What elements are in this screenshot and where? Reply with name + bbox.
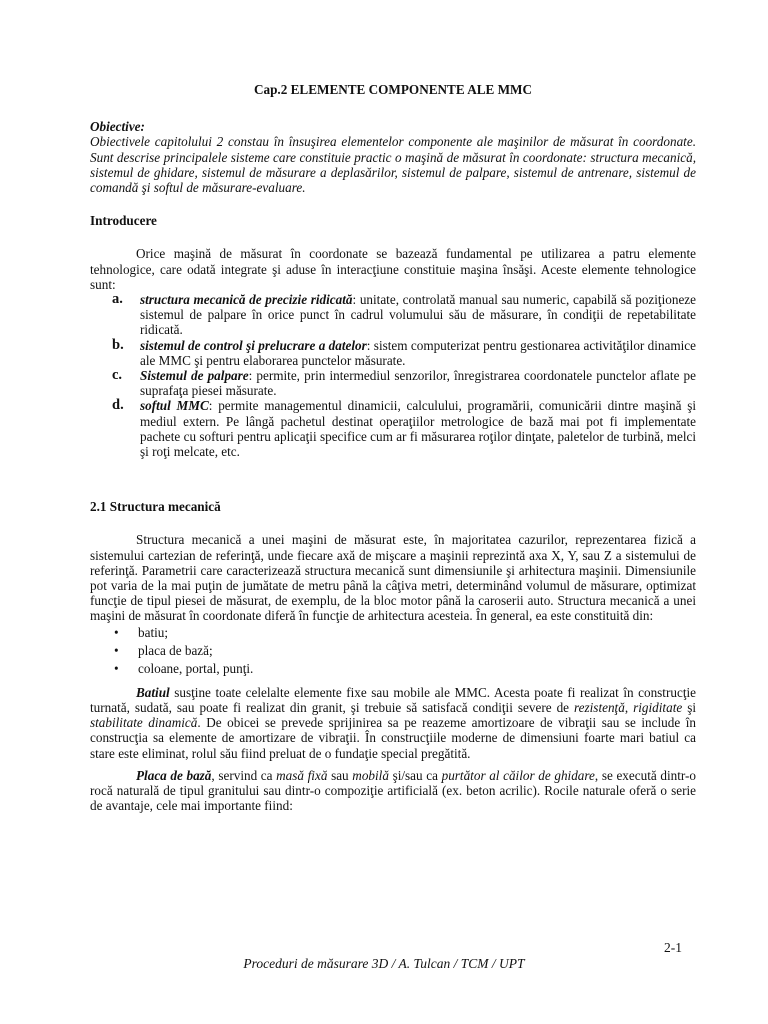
list-item: [90, 338, 696, 368]
placa-paragraph: Placa de bază, servind ca masă fixă sau mobilă şi/sau ca purtător al căilor de ghidare, se execută dintr-o rocă naturală de tipul granitului sau dintr-o compoziţie artificială (ex. beton acrilic). Rocile naturale oferă o serie de avantaje, cele mai importante fiind:: [90, 767, 696, 814]
bullet-icon: •: [114, 660, 119, 676]
list-term: softul MMC: [140, 398, 209, 414]
list-term: sistemul de control şi prelucrare a datelor: [140, 337, 367, 353]
page-footer: Proceduri de măsurare 3D / A. Tulcan / TCM / UPT: [243, 956, 525, 971]
list-item: [90, 398, 696, 459]
list-text: : permite, prin intermediul senzorilor, înregistrarea coordonatele punctelor aflate pe suprafaţa piesei măsurate.: [140, 368, 696, 399]
bullet-item: • batiu;: [114, 624, 169, 640]
list-marker: d.: [112, 397, 124, 414]
list-item: [90, 292, 696, 338]
intro-heading: Introducere: [90, 213, 157, 229]
list-term: Sistemul de palpare: [140, 368, 249, 384]
document-page: [90, 82, 696, 813]
bullet-item: • placa de bază;: [114, 642, 213, 658]
list-term: structura mecanică de precizie ridicată: [140, 292, 353, 308]
list-marker: a.: [112, 291, 123, 308]
list-item: [90, 368, 696, 398]
list-text: : permite managementul dinamicii, calculului, programării, comunicării dintre maşină şi mediul extern. Pe lângă pachetul destinat operaţiilor metrologice de bază mai pot fi implementate pachete cu softuri pentru aplicaţii specifice cum ar fi măsurarea roţilor dinţate, paletelor de turbină, melci şi roţi melcate, etc.: [140, 398, 696, 460]
bullet-icon: •: [114, 642, 119, 658]
list-text: : sistem computerizat pentru gestionarea activităţilor dinamice ale MMC şi pentru elaborarea punctelor măsurate.: [140, 337, 697, 368]
section-2-1-paragraph: Structura mecanică a unei maşini de măsurat este, în majoritatea cazurilor, reprezentarea fizică a sistemului cartezian de referinţă, unde fiecare axă de mişcare a maşinii reprezintă axa X, Y, sau Z a sistemului de referinţă. Parametrii care caracterizează structura mecanică sunt dimensiunile şi arhitectura maşinii. Dimensiunile pot varia de la mai puţin de jumătate de metru până la câţiva metri, determinând volumul de măsurare, optimizat funcţie de tipul piesei de măsurat, de exemplu, de la bloc motor până la caroserii auto. Structura mecanică a unei maşini de măsurat în coordonate diferă în funcţie de arhitectura acesteia. În general, ea este constituită din:: [90, 532, 696, 624]
list-text: : unitate, controlată manual sau numeric, capabilă să poziţioneze sistemul de palpare în orice punct în cadrul volumului său de măsurare, în condiţii de repetabilitate ridicată.: [140, 292, 697, 338]
list-marker: b.: [112, 336, 124, 353]
structure-bullet-list: [90, 624, 696, 678]
list-marker: c.: [112, 367, 123, 384]
objectives-heading: Obiective:: [90, 119, 145, 135]
section-2-1-heading: 2.1 Structura mecanică: [90, 499, 221, 515]
objectives-text: Obiectivele capitolului 2 constau în însuşirea elementelor componente ale maşinilor de măsurat în coordonate. Sunt descrise principalele sisteme care constituie practic o maşină de măsurat în coordonate: structura mecanică, sistemul de ghidare, sistemul de măsurare a deplasărilor, sistemul de palpare, sistemul de antrenare, sistemul de comandă şi softul de măsurare-evaluare.: [90, 134, 696, 196]
tech-elements-list: [90, 292, 696, 459]
page-number: 2-1: [664, 940, 682, 955]
objectives-block: [90, 119, 696, 195]
batiu-paragraph: Batiul susţine toate celelalte elemente fixe sau mobile ale MMC. Acesta poate fi realizat în construcţie turnată, sudată, sau poate fi realizat din granit, şi trebuie să satisfacă condiţii severe de rezistenţă, rigiditate şi stabilitate dinamică. De obicei se prevede sprijinirea sa pe reazeme amortizoare de vibraţii sau se include în construcţia sa elemente de amortizare de vibraţii. În construcţiile moderne de dimensiuni foarte mari batiul ca stare este eliminat, rolul său fiind preluat de o fundaţie special pregătită.: [90, 684, 697, 761]
chapter-title: Cap.2 ELEMENTE COMPONENTE ALE MMC: [253, 82, 533, 97]
bullet-icon: •: [114, 624, 119, 640]
intro-paragraph: Orice maşină de măsurat în coordonate se bazează fundamental pe utilizarea a patru elemente tehnologice, care odată integrate şi aduse în interacţiune constituie maşina însăşi. Aceste elemente tehnologice sunt:: [90, 246, 696, 292]
bullet-item: • coloane, portal, punţi.: [114, 660, 254, 676]
